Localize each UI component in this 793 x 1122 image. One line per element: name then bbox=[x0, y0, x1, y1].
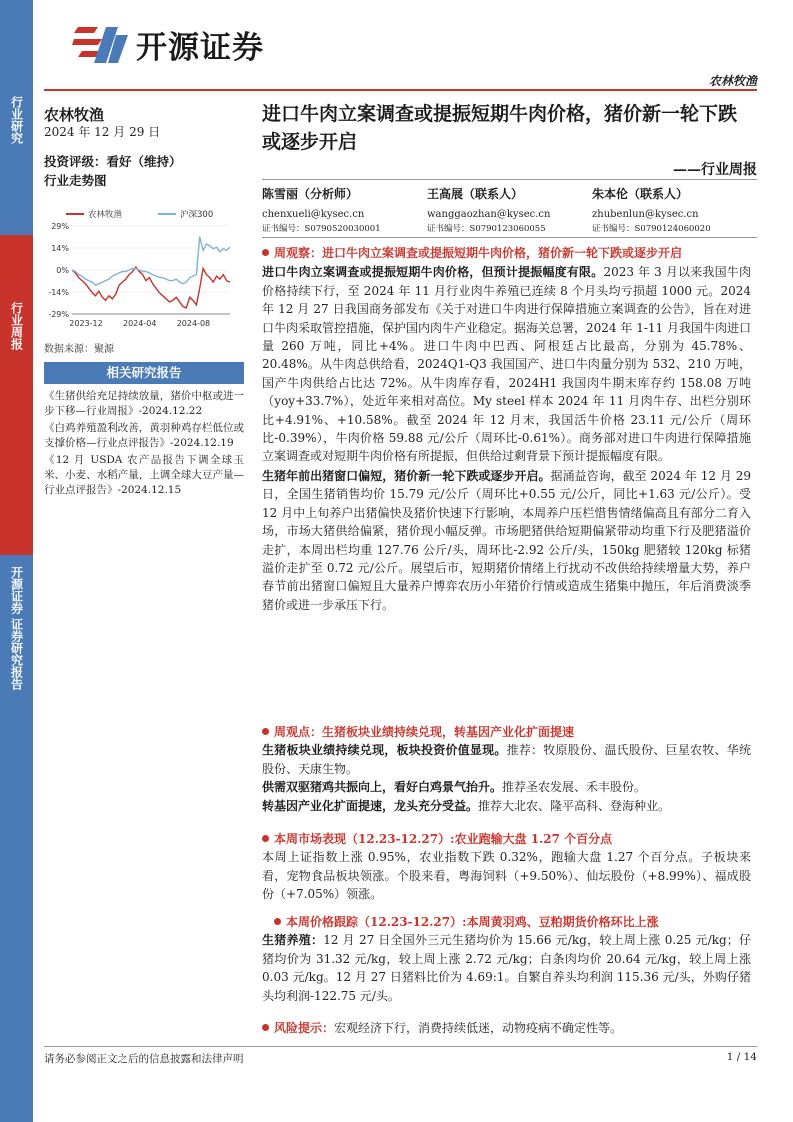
section-risk bbox=[262, 1019, 751, 1037]
author-cert: 证书编号：S0790124060020 bbox=[592, 224, 711, 234]
author-card bbox=[592, 185, 757, 235]
bullet-icon bbox=[262, 835, 269, 842]
author-email[interactable]: wanggaozhan@kysec.cn bbox=[427, 209, 551, 220]
y-tick-label: 29% bbox=[51, 222, 69, 231]
author-email[interactable]: zhubenlun@kysec.cn bbox=[592, 209, 699, 220]
report-title: 进口牛肉立案调查或提振短期牛肉价格，猪价新一轮下跌或逐步开启 bbox=[262, 103, 738, 153]
y-tick-label: 0% bbox=[56, 266, 69, 275]
section-heading: 本周市场表现（12.23-12.27）:农业跑输大盘 1.27 个百分点 bbox=[262, 830, 751, 848]
author-email[interactable]: chenxueli@kysec.cn bbox=[262, 209, 365, 220]
y-tick-label: -29% bbox=[48, 310, 69, 319]
bullet-icon bbox=[262, 249, 269, 256]
author-name: 王高展（联系人） bbox=[427, 187, 524, 201]
section-heading: 周观察：进口牛肉立案调查或提振短期牛肉价格，猪价新一轮下跌或逐步开启 bbox=[262, 244, 751, 262]
authors-divider bbox=[262, 237, 757, 238]
title-divider bbox=[262, 179, 757, 180]
author-cert: 证书编号：S0790123060055 bbox=[427, 224, 546, 234]
section-heading: 周观点：生猪板块业绩持续兑现，转基因产业化扩面提速 bbox=[262, 723, 751, 741]
header-divider bbox=[44, 89, 757, 91]
trend-chart bbox=[44, 196, 244, 336]
section-weekly-observation bbox=[262, 244, 751, 614]
paragraph: 进口牛肉立案调查或提振短期牛肉价格，但预计提振幅度有限。2023 年 3 月以来我国牛肉价格持续下行，至 2024 年 11 月行业肉牛养殖已连续 8 个月头均亏损超 1000 元。2024 年 12 月 27 日我国商务部发布《关于对进口牛肉进行保障措施立案调查的公告》，旨在对进口牛肉采取管控措施，保护国内肉牛产业稳定。据海关总署，2024 年 1-11 月我国牛肉进口量 260 万吨，同比+4%。进口牛肉中巴西、阿根廷占比最高，分别为 45.78%、20.48%。从牛肉总供给看，2024Q1-Q3 我国国产、进口牛肉量分别为 532、210 万吨，国产牛肉供给占比达 72%。从牛肉库存看，2024H1 我国肉牛期末库存约 158.08 万吨（yoy+33.7%），处近年来相对高位。My steel 样本 2024 年 11 月肉牛存、出栏分别环比+4.91%、+10.58%。截至 2024 年 12 月末，我国活牛价格 23.11 元/公斤（周环比-0.39%），牛肉价格 59.88 元/公斤（周环比-0.61%）。商务部对进口牛肉进行保障措施立案调查或对短期牛肉价格有所提振，但供给过剩背景下预计提振幅度有限。 bbox=[262, 265, 751, 464]
section-heading: 本周价格跟踪（12.23-12.27）:本周黄羽鸡、豆粕期货价格环比上涨 bbox=[262, 913, 751, 931]
strip-label-weekly: 行业周报 bbox=[9, 302, 24, 350]
paragraph: 生猪板块业绩持续兑现，板块投资价值显现。推荐：牧原股份、温氏股份、巨星农牧、华统股份、天康生物。 bbox=[262, 743, 751, 776]
trend-chart-svg bbox=[44, 196, 244, 336]
investment-rating: 投资评级：看好（维持） bbox=[44, 154, 182, 169]
author-name: 朱本伦（联系人） bbox=[592, 187, 689, 201]
authors-block bbox=[262, 185, 757, 235]
header-sector-tag: 农林牧渔 bbox=[708, 74, 757, 88]
section-weekly-view bbox=[262, 723, 751, 815]
paragraph: 生猪年前出猪窗口偏短，猪价新一轮下跌或逐步开启。据涌益咨询，截至 2024 年 12 月 29 日，全国生猪销售均价 15.79 元/公斤（周环比+0.55 元/公斤，同比+1.63 元/公斤）。受 12 月中上旬养户出猪偏快及猪价快速下行影响，本周养户压栏惜售情绪偏高且有部分二育入场，市场大猪供给偏紧，猪价现小幅反弹。市场肥猪供给短期偏紧带动均重下行及肥猪溢价走扩，本周出栏均重 127.76 公斤/头，周环比-2.92 公斤/头，150kg 肥猪较 120kg 标猪溢价走扩至 0.72 元/公斤。展望后市，短期猪价情绪上行扰动不改供给持续增量大势，养户春节前出猪窗口偏短且大量养户博弈农历小年猪价行情或造成生猪集中抛压，年后消费淡季猪价或进一步承压下行。 bbox=[262, 468, 751, 612]
risk-line: 风险提示：宏观经济下行，消费持续低迷，动物疫病不确定性等。 bbox=[262, 1019, 751, 1037]
x-tick-label: 2024-04 bbox=[123, 319, 157, 328]
author-card bbox=[427, 185, 592, 235]
legend-label: 农林牧渔 bbox=[88, 210, 123, 220]
author-card bbox=[262, 185, 427, 235]
logo-mark-icon bbox=[72, 23, 130, 67]
brand-logo bbox=[72, 22, 264, 67]
related-reports-list bbox=[44, 389, 244, 500]
report-type: ——行业周报 bbox=[673, 162, 757, 178]
sector-name: 农林牧渔 bbox=[44, 106, 105, 124]
related-report-item[interactable]: 《12 月 USDA 农产品报告下调全球玉米、小麦、水稻产量，上调全球大豆产量—行业点评报告》-2024.12.15 bbox=[44, 454, 244, 496]
series-line-沪深300 bbox=[72, 237, 230, 286]
chart-source: 数据来源：聚源 bbox=[44, 344, 114, 355]
y-tick-label: 14% bbox=[51, 244, 69, 253]
side-strip bbox=[0, 0, 33, 1122]
related-report-item[interactable]: 《白鸡养殖盈利改善，黄羽种鸡存栏低位或支撑价格—行业点评报告》-2024.12.19 bbox=[44, 422, 244, 449]
strip-label-brand: 开源证券 证券研究报告 bbox=[9, 566, 24, 691]
y-tick-label: -14% bbox=[48, 288, 69, 297]
paragraph: 生猪养殖：12 月 27 日全国外三元生猪均价为 15.66 元/kg，较上周上涨 0.25 元/kg；仔猪均价为 31.32 元/kg，较上周上涨 2.72 元/kg；白条肉均价 20.64 元/kg，较上周上涨 0.03 元/kg。12 月 27 日猪料比价为 4.69:1。自繁自养头均利润 115.36 元/头，外购仔猪头均利润-122.75 元/头。 bbox=[262, 933, 751, 1003]
section-price-tracking bbox=[262, 913, 751, 1005]
bullet-icon bbox=[274, 918, 281, 925]
brand-name: 开源证券 bbox=[136, 30, 264, 66]
legend-label: 沪深300 bbox=[180, 210, 214, 220]
x-tick-label: 2023-12 bbox=[69, 319, 103, 328]
author-cert: 证书编号：S0790520030001 bbox=[262, 224, 381, 234]
footer-divider bbox=[44, 1046, 757, 1047]
side-strip-highlight bbox=[0, 235, 33, 555]
section-market-performance bbox=[262, 830, 751, 904]
page-number: 1 / 14 bbox=[726, 1051, 757, 1063]
x-tick-label: 2024-08 bbox=[176, 319, 211, 328]
paragraph: 本周上证指数上涨 0.95%，农业指数下跌 0.32%，跑输大盘 1.27 个百分点。子板块来看，宠物食品板块领涨。个股来看，粤海饲料（+9.50%）、仙坛股份（+8.99%）、福成股份（+7.05%）领涨。 bbox=[262, 850, 751, 902]
trend-chart-title: 行业走势图 bbox=[44, 173, 107, 188]
footer-disclaimer[interactable]: 请务必参阅正文之后的信息披露和法律声明 bbox=[44, 1053, 244, 1065]
paragraph: 供需双驱猪鸡共振向上，看好白鸡景气抬升。推荐圣农发展、禾丰股份。 bbox=[262, 780, 647, 795]
strip-label-research: 行业研究 bbox=[9, 96, 24, 144]
paragraph: 转基因产业化扩面提速，龙头充分受益。推荐大北农、隆平高科、登海种业。 bbox=[262, 798, 671, 813]
bullet-icon bbox=[262, 728, 269, 735]
author-name: 陈雪丽（分析师） bbox=[262, 187, 359, 201]
report-date: 2024 年 12 月 29 日 bbox=[44, 125, 161, 139]
related-reports-header: 相关研究报告 bbox=[44, 362, 244, 384]
related-report-item[interactable]: 《生猪供给充足持续放量，猪价中枢或进一步下移—行业周报》-2024.12.22 bbox=[44, 390, 244, 417]
bullet-icon bbox=[262, 1024, 269, 1031]
